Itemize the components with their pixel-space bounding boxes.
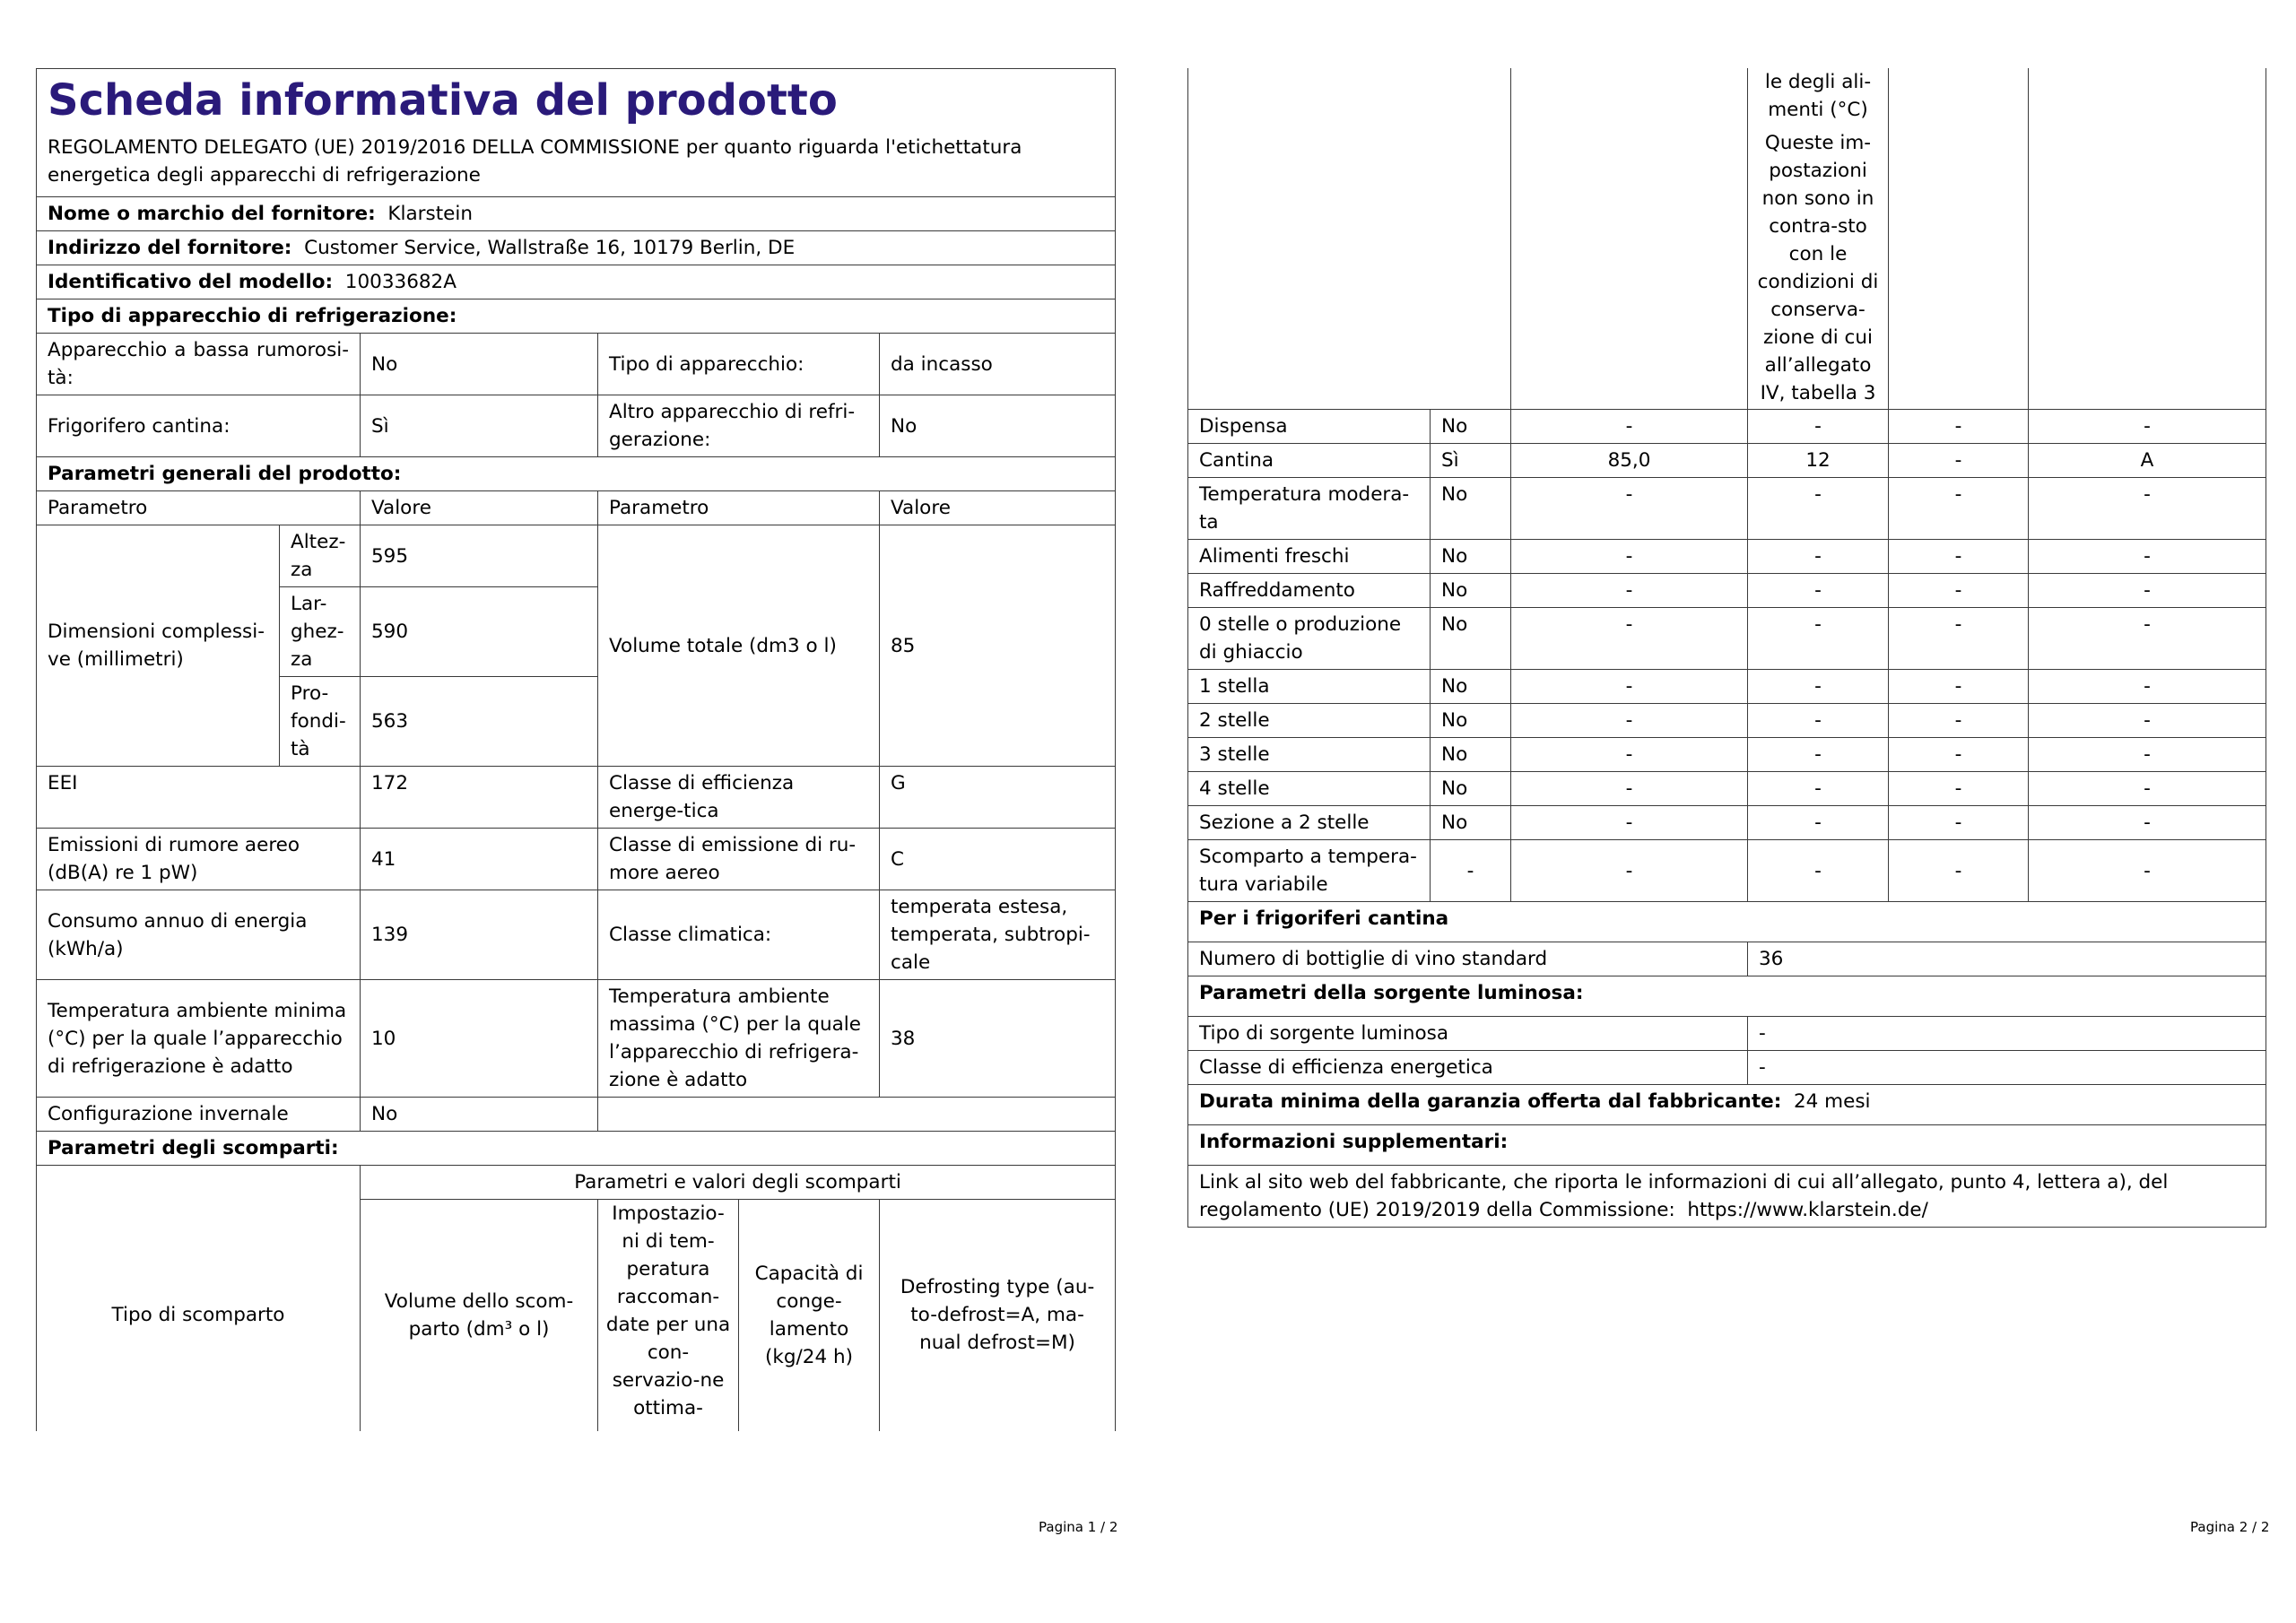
compartment-type: Cantina bbox=[1188, 444, 1431, 478]
compartment-freezing: - bbox=[1889, 574, 2029, 608]
eei-value: 172 bbox=[361, 767, 598, 829]
supplier-address-label: Indirizzo del fornitore: bbox=[48, 237, 292, 259]
regulation-text: REGOLAMENTO DELEGATO (UE) 2019/2016 DELLA COMMISSIONE per quanto riguarda l'etichettatura energetica degli apparecchi di refrigerazione bbox=[48, 136, 1022, 187]
energy-class-label: Classe di efficienza energe-tica bbox=[598, 767, 880, 829]
compartment-volume: - bbox=[1511, 540, 1748, 574]
compartment-present: No bbox=[1431, 772, 1511, 806]
compartment-freezing: - bbox=[1889, 704, 2029, 738]
model-id-label: Identificativo del modello: bbox=[48, 271, 334, 293]
compartment-type: Temperatura modera-ta bbox=[1188, 478, 1431, 540]
noise-class-label: Classe di emissione di ru-more aereo bbox=[598, 829, 880, 890]
compartment-volume: - bbox=[1511, 840, 1748, 902]
page-number-1: Pagina 1 / 2 bbox=[1039, 1519, 1118, 1535]
col-header-value-2: Valore bbox=[880, 491, 1116, 525]
compartment-defrost: - bbox=[2029, 704, 2266, 738]
compartment-defrost: - bbox=[2029, 772, 2266, 806]
bottles-value: 36 bbox=[1748, 942, 2266, 976]
noise-value: 41 bbox=[361, 829, 598, 890]
compartment-defrost: - bbox=[2029, 410, 2266, 444]
col-defrosting: Defrosting type (au-to-defrost=A, ma-nual defrost=M) bbox=[880, 1200, 1116, 1431]
model-id: 10033682A bbox=[344, 271, 457, 293]
light-class-value: - bbox=[1748, 1051, 2266, 1085]
design-type-value: da incasso bbox=[880, 334, 1116, 395]
climate-class-label: Classe climatica: bbox=[598, 890, 880, 980]
compartment-row bbox=[1188, 670, 2266, 704]
page-1 bbox=[36, 68, 1115, 1431]
page-2 bbox=[1187, 68, 2266, 1228]
temp-col-continued-2: Queste im-postazioni non sono in contra-sto con le condizioni di conserva-zione di cui all’allegato IV, tabella 3 bbox=[1757, 132, 1879, 404]
supplier-name: Klarstein bbox=[387, 203, 473, 225]
total-volume-label: Volume totale (dm3 o l) bbox=[598, 525, 880, 767]
depth-label: Pro-fondi-tà bbox=[280, 677, 361, 767]
min-temp-value: 10 bbox=[361, 980, 598, 1098]
other-appliance-value: No bbox=[880, 395, 1116, 457]
compartment-temp: - bbox=[1748, 772, 1889, 806]
compartment-temp: - bbox=[1748, 670, 1889, 704]
compartment-present: No bbox=[1431, 574, 1511, 608]
compartment-row bbox=[1188, 738, 2266, 772]
compartment-params-header: Parametri degli scomparti: bbox=[37, 1132, 1116, 1166]
wine-header: Per i frigoriferi cantina bbox=[1188, 902, 2266, 942]
compartment-freezing: - bbox=[1889, 840, 2029, 902]
noise-class-value: C bbox=[880, 829, 1116, 890]
compartment-row bbox=[1188, 772, 2266, 806]
page-number-2: Pagina 2 / 2 bbox=[2190, 1519, 2270, 1535]
compartment-volume: - bbox=[1511, 670, 1748, 704]
compartment-temp: - bbox=[1748, 540, 1889, 574]
product-info-table bbox=[36, 68, 1116, 1431]
compartment-defrost: - bbox=[2029, 540, 2266, 574]
low-noise-label: Apparecchio a bassa rumorosi-tà: bbox=[37, 334, 361, 395]
col-compartment-type: Tipo di scomparto bbox=[37, 1200, 361, 1431]
compartment-volume: - bbox=[1511, 772, 1748, 806]
compartment-row bbox=[1188, 478, 2266, 540]
document-title: Scheda informativa del prodotto bbox=[48, 75, 838, 126]
compartment-row bbox=[1188, 608, 2266, 670]
winter-label: Configurazione invernale bbox=[37, 1098, 361, 1132]
other-appliance-label: Altro apparecchio di refri-gerazione: bbox=[598, 395, 880, 457]
compartment-present: - bbox=[1431, 840, 1511, 902]
compartment-freezing: - bbox=[1889, 738, 2029, 772]
winter-value: No bbox=[361, 1098, 598, 1132]
compartment-defrost: - bbox=[2029, 574, 2266, 608]
compartment-temp: - bbox=[1748, 608, 1889, 670]
compartment-defrost: - bbox=[2029, 608, 2266, 670]
compartment-volume: - bbox=[1511, 806, 1748, 840]
compartment-temp: - bbox=[1748, 738, 1889, 772]
max-temp-value: 38 bbox=[880, 980, 1116, 1098]
max-temp-label: Temperatura ambiente massima (°C) per la quale l’apparecchio di refrigera-zione è adatto bbox=[598, 980, 880, 1098]
warranty-row bbox=[1188, 1085, 2266, 1125]
compartment-present: No bbox=[1431, 478, 1511, 540]
compartment-present: No bbox=[1431, 806, 1511, 840]
supplier-address: Customer Service, Wallstraße 16, 10179 Berlin, DE bbox=[304, 237, 796, 259]
compartment-present: No bbox=[1431, 540, 1511, 574]
min-temp-label: Temperatura ambiente minima (°C) per la quale l’apparecchio di refrigerazione è adatto bbox=[37, 980, 361, 1098]
supplier-name-label: Nome o marchio del fornitore: bbox=[48, 203, 376, 225]
compartment-present: No bbox=[1431, 608, 1511, 670]
compartment-present: Sì bbox=[1431, 444, 1511, 478]
dimensions-label: Dimensioni complessi-ve (millimetri) bbox=[37, 525, 280, 767]
total-volume-value: 85 bbox=[880, 525, 1116, 767]
compartment-temp: - bbox=[1748, 478, 1889, 540]
compartment-defrost: - bbox=[2029, 840, 2266, 902]
compartment-temp: - bbox=[1748, 840, 1889, 902]
compartment-freezing: - bbox=[1889, 444, 2029, 478]
compartment-temp: - bbox=[1748, 704, 1889, 738]
col-header-value: Valore bbox=[361, 491, 598, 525]
compartment-row bbox=[1188, 840, 2266, 902]
temp-col-continued bbox=[1748, 68, 1889, 410]
light-type-label: Tipo di sorgente luminosa bbox=[1188, 1017, 1748, 1051]
light-class-label: Classe di efficienza energetica bbox=[1188, 1051, 1748, 1085]
height-label: Altez-za bbox=[280, 525, 361, 587]
compartment-present: No bbox=[1431, 738, 1511, 772]
compartment-freezing: - bbox=[1889, 540, 2029, 574]
manufacturer-website-link[interactable]: https://www.klarstein.de/ bbox=[1687, 1199, 1928, 1221]
additional-text: Link al sito web del fabbricante, che riporta le informazioni di cui all’allegato, punto 4, lettera a), del regolamento (UE) 2019/2019 della Commissione: bbox=[1199, 1171, 2169, 1221]
height-value: 595 bbox=[361, 525, 598, 587]
compartment-type: Alimenti freschi bbox=[1188, 540, 1431, 574]
depth-value: 563 bbox=[361, 677, 598, 767]
wine-cellar-value: Sì bbox=[361, 395, 598, 457]
compartment-defrost: - bbox=[2029, 478, 2266, 540]
temp-col-continued-1: le degli ali-menti (°C) bbox=[1764, 71, 1872, 121]
compartment-freezing: - bbox=[1889, 410, 2029, 444]
compartment-volume: - bbox=[1511, 478, 1748, 540]
compartment-freezing: - bbox=[1889, 772, 2029, 806]
compartment-defrost: - bbox=[2029, 738, 2266, 772]
compartment-type: Dispensa bbox=[1188, 410, 1431, 444]
compartment-temp: 12 bbox=[1748, 444, 1889, 478]
compartment-row bbox=[1188, 704, 2266, 738]
compartment-freezing: - bbox=[1889, 478, 2029, 540]
supplier-address-row bbox=[37, 231, 1116, 265]
model-id-row bbox=[37, 265, 1116, 299]
compartment-present: No bbox=[1431, 410, 1511, 444]
supplier-name-row bbox=[37, 197, 1116, 231]
compartment-freezing: - bbox=[1889, 608, 2029, 670]
compartments-table bbox=[1187, 68, 2266, 1228]
design-type-label: Tipo di apparecchio: bbox=[598, 334, 880, 395]
additional-header: Informazioni supplementari: bbox=[1188, 1125, 2266, 1166]
compartment-temp: - bbox=[1748, 410, 1889, 444]
col-header-param: Parametro bbox=[37, 491, 361, 525]
compartment-row bbox=[1188, 444, 2266, 478]
annual-energy-label: Consumo annuo di energia (kWh/a) bbox=[37, 890, 361, 980]
appliance-type-header: Tipo di apparecchio di refrigerazione: bbox=[37, 299, 1116, 334]
compartment-volume: 85,0 bbox=[1511, 444, 1748, 478]
compartment-volume: - bbox=[1511, 410, 1748, 444]
low-noise-value: No bbox=[361, 334, 598, 395]
compartment-volume: - bbox=[1511, 574, 1748, 608]
compartment-freezing: - bbox=[1889, 670, 2029, 704]
climate-class-value: temperata estesa, temperata, subtropi-cale bbox=[880, 890, 1116, 980]
compartment-volume: - bbox=[1511, 704, 1748, 738]
compartment-type: 1 stella bbox=[1188, 670, 1431, 704]
compartment-rows bbox=[1188, 410, 2266, 902]
compartment-values-header: Parametri e valori degli scomparti bbox=[361, 1166, 1116, 1200]
compartment-present: No bbox=[1431, 670, 1511, 704]
eei-label: EEI bbox=[37, 767, 361, 829]
warranty-label: Durata minima della garanzia offerta dal fabbricante: bbox=[1199, 1090, 1782, 1113]
general-params-header: Parametri generali del prodotto: bbox=[37, 457, 1116, 491]
energy-class-value: G bbox=[880, 767, 1116, 829]
additional-info bbox=[1188, 1166, 2266, 1228]
compartment-defrost: A bbox=[2029, 444, 2266, 478]
light-type-value: - bbox=[1748, 1017, 2266, 1051]
bottles-label: Numero di bottiglie di vino standard bbox=[1188, 942, 1748, 976]
col-recommended-temp: Impostazio-ni di tem-peratura raccoman-date per una con-servazio-ne ottima- bbox=[598, 1200, 739, 1431]
compartment-defrost: - bbox=[2029, 806, 2266, 840]
wine-cellar-label: Frigorifero cantina: bbox=[37, 395, 361, 457]
compartment-type: 0 stelle o produzione di ghiaccio bbox=[1188, 608, 1431, 670]
annual-energy-value: 139 bbox=[361, 890, 598, 980]
col-compartment-volume: Volume dello scom-parto (dm³ o l) bbox=[361, 1200, 598, 1431]
compartment-volume: - bbox=[1511, 608, 1748, 670]
col-header-param-2: Parametro bbox=[598, 491, 880, 525]
warranty-value: 24 mesi bbox=[1793, 1090, 1871, 1113]
compartment-row bbox=[1188, 410, 2266, 444]
compartment-freezing: - bbox=[1889, 806, 2029, 840]
compartment-row bbox=[1188, 574, 2266, 608]
compartment-temp: - bbox=[1748, 574, 1889, 608]
compartment-type: 4 stelle bbox=[1188, 772, 1431, 806]
compartment-type: Sezione a 2 stelle bbox=[1188, 806, 1431, 840]
compartment-defrost: - bbox=[2029, 670, 2266, 704]
light-header: Parametri della sorgente luminosa: bbox=[1188, 976, 2266, 1017]
compartment-type: 3 stelle bbox=[1188, 738, 1431, 772]
col-freezing-capacity: Capacità di conge-lamento (kg/24 h) bbox=[739, 1200, 880, 1431]
compartment-row bbox=[1188, 540, 2266, 574]
width-value: 590 bbox=[361, 587, 598, 677]
compartment-row bbox=[1188, 806, 2266, 840]
compartment-temp: - bbox=[1748, 806, 1889, 840]
compartment-type: Raffreddamento bbox=[1188, 574, 1431, 608]
compartment-volume: - bbox=[1511, 738, 1748, 772]
compartment-present: No bbox=[1431, 704, 1511, 738]
compartment-type: 2 stelle bbox=[1188, 704, 1431, 738]
width-label: Lar-ghez-za bbox=[280, 587, 361, 677]
compartment-type: Scomparto a tempera-tura variabile bbox=[1188, 840, 1431, 902]
noise-label: Emissioni di rumore aereo (dB(A) re 1 pW) bbox=[37, 829, 361, 890]
